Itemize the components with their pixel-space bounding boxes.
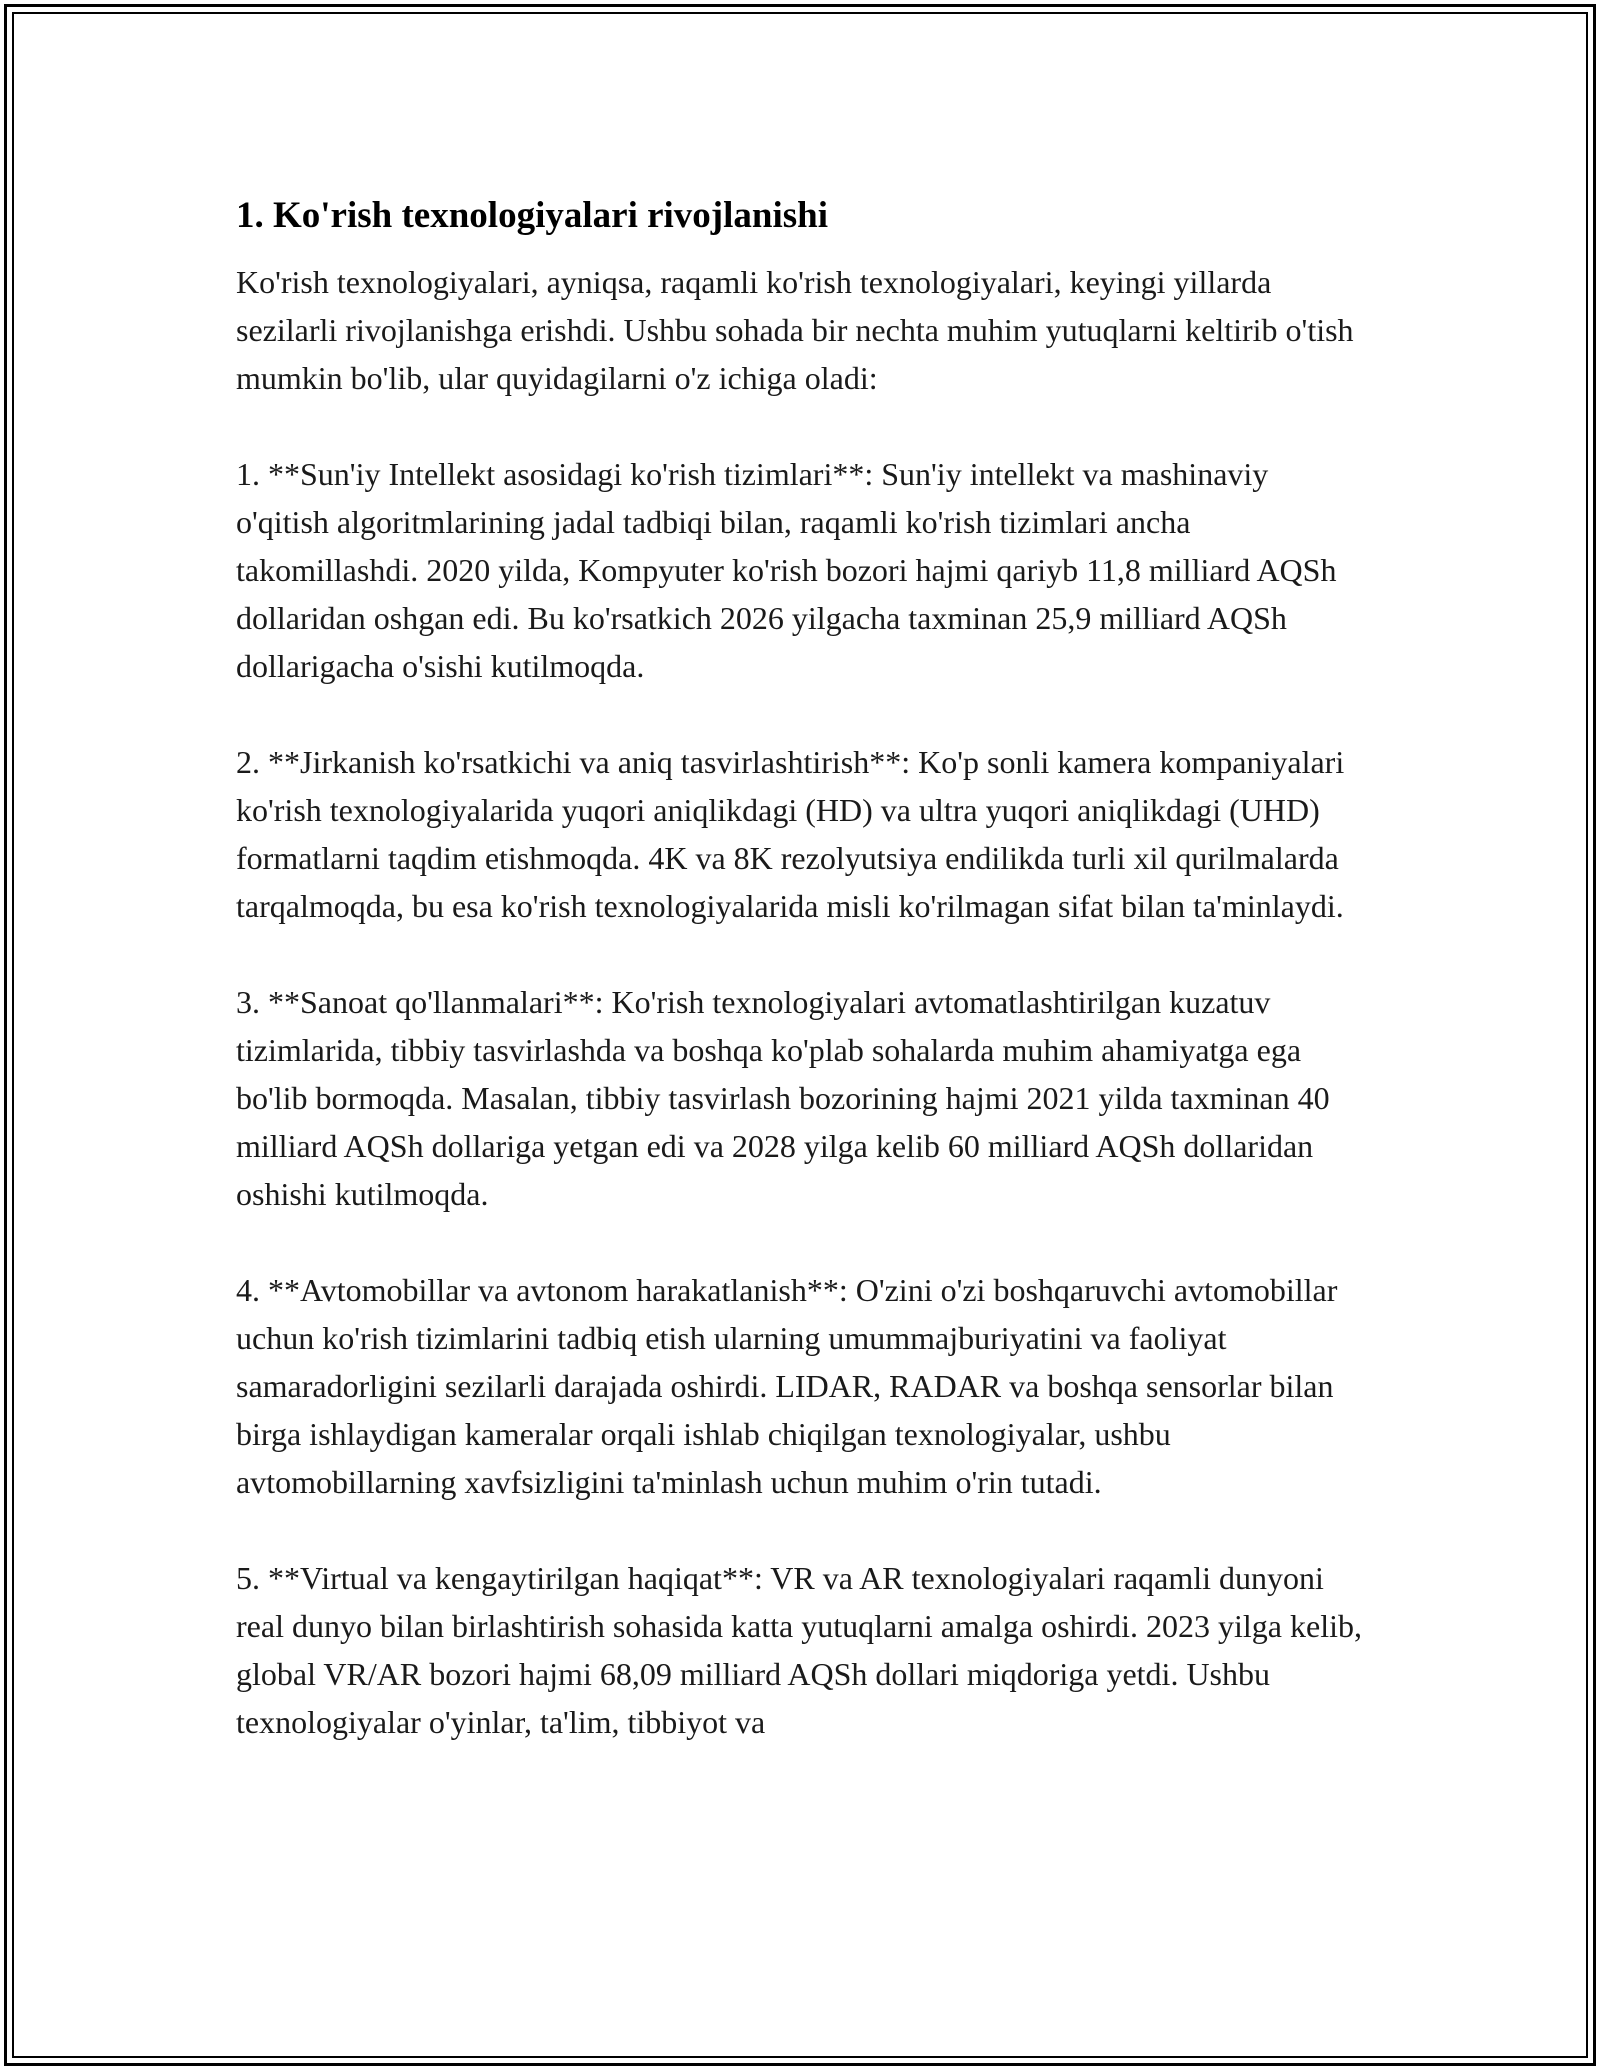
list-item-paragraph: 3. **Sanoat qo'llanmalari**: Ko'rish texnologiyalari avtomatlashtirilgan kuzatuv tizimlarida, tibbiy tasvirlashda va boshqa ko'plab sohalarda muhim ahamiyatga ega bo'lib bormoqda. Masalan, tibbiy tasvirlash bozorining hajmi 2021 yilda taxminan 40 milliard AQSh dollariga yetgan edi va 2028 yilga kelib 60 milliard AQSh dollaridan oshishi kutilmoqda. — [236, 984, 1330, 1212]
list-item-paragraph: 4. **Avtomobillar va avtonom harakatlanish**: O'zini o'zi boshqaruvchi avtomobillar uchun ko'rish tizimlarini tadbiq etish ularning umummajburiyatini va faoliyat samaradorligini sezilarli darajada oshirdi. LIDAR, RADAR va boshqa sensorlar bilan birga ishlaydigan kameralar orqali ishlab chiqilgan texnologiyalar, ushbu avtomobillarning xavfsizligini ta'minlash uchun muhim o'rin tutadi. — [236, 1272, 1338, 1500]
list-item-paragraph: 2. **Jirkanish ko'rsatkichi va aniq tasvirlashtirish**: Ko'p sonli kamera kompaniyalari ko'rish texnologiyalarida yuqori aniqlikdagi (HD) va ultra yuqori aniqlikdagi (UHD) formatlarni taqdim etishmoqda. 4K va 8K rezolyutsiya endilikda turli xil qurilmalarda tarqalmoqda, bu esa ko'rish texnologiyalarida misli ko'rilmagan sifat bilan ta'minlaydi. — [236, 744, 1345, 924]
list-item-paragraph: 5. **Virtual va kengaytirilgan haqiqat**: VR va AR texnologiyalari raqamli dunyoni real dunyo bilan birlashtirish sohasida katta yutuqlarni amalga oshirdi. 2023 yilga kelib, global VR/AR bozori hajmi 68,09 milliard AQSh dollari miqdoriga yetdi. Ushbu texnologiyalar o'yinlar, ta'lim, tibbiyot va — [236, 1560, 1362, 1740]
section-heading: 1. Ko'rish texnologiyalari rivojlanishi — [236, 195, 829, 236]
list-item-paragraph: 1. **Sun'iy Intellekt asosidagi ko'rish tizimlari**: Sun'iy intellekt va mashinaviy o'qitish algoritmlarining jadal tadbiqi bilan, raqamli ko'rish tizimlari ancha takomillashdi. 2020 yilda, Kompyuter ko'rish bozori hajmi qariyb 11,8 milliard AQSh dollaridan oshgan edi. Bu ko'rsatkich 2026 yilgacha taxminan 25,9 milliard AQSh dollarigacha o'sishi kutilmoqda. — [236, 456, 1337, 684]
intro-paragraph: Ko'rish texnologiyalari, ayniqsa, raqamli ko'rish texnologiyalari, keyingi yillarda sezilarli rivojlanishga erishdi. Ushbu sohada bir nechta muhim yutuqlarni keltirib o'tish mumkin bo'lib, ular quyidagilarni o'z ichiga oladi: — [236, 264, 1354, 396]
document-body — [236, 186, 1366, 1746]
